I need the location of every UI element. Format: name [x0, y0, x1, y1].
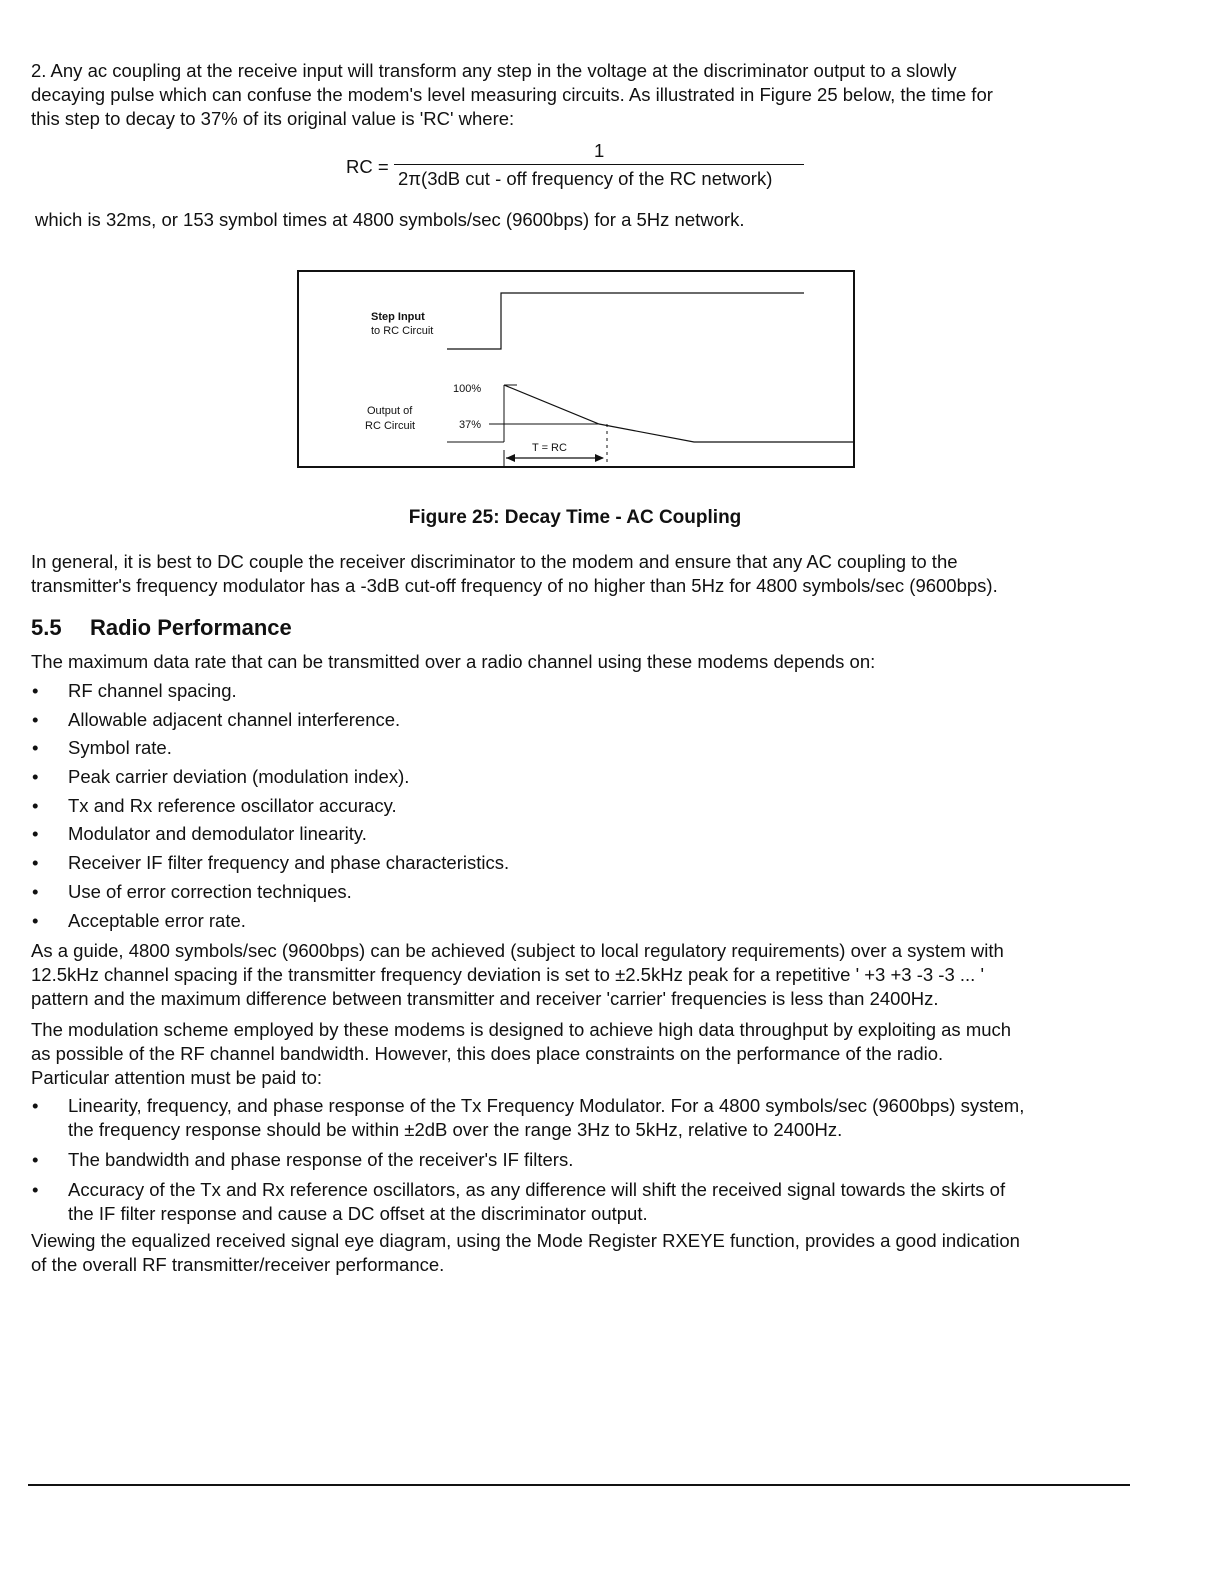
- label-to-rc-circuit: to RC Circuit: [371, 325, 434, 337]
- list-item-text: Tx and Rx reference oscillator accuracy.: [68, 794, 397, 816]
- list-item: [31, 851, 509, 880]
- label-100-percent: 100%: [453, 383, 482, 395]
- section-title: Radio Performance: [90, 615, 292, 640]
- t-arrow-left-head: [506, 454, 515, 462]
- scheme-line: as possible of the RF channel bandwidth. However, this does place constraints on the performance of the radio.: [31, 1043, 944, 1064]
- decay-time-figure: [297, 270, 855, 468]
- list-item: [31, 679, 509, 708]
- section-heading: [31, 615, 292, 641]
- list-item-text: The bandwidth and phase response of the receiver's IF filters.: [68, 1149, 574, 1170]
- bullet-marker: •: [32, 737, 39, 759]
- general-paragraph: [31, 550, 1181, 598]
- label-step-input: Step Input: [371, 311, 425, 323]
- list-item-text: Allowable adjacent channel interference.: [68, 708, 401, 730]
- attention-list: [31, 1094, 1024, 1232]
- bullet-marker: •: [32, 794, 39, 816]
- scheme-line: The modulation scheme employed by these modems is designed to achieve high data throughput by exploiting as much: [31, 1019, 1012, 1040]
- bullet-marker: •: [32, 909, 39, 931]
- list-item: [31, 736, 509, 765]
- label-37-percent: 37%: [459, 419, 482, 431]
- label-output-of: Output of: [367, 405, 413, 417]
- list-item-text: Acceptable error rate.: [68, 909, 246, 931]
- list-item-text: Peak carrier deviation (modulation index).: [68, 766, 410, 788]
- factor-list: [31, 679, 509, 937]
- guide-paragraph: [31, 939, 1181, 1011]
- scheme-line: Particular attention must be paid to:: [31, 1067, 323, 1088]
- list-item: [31, 708, 509, 737]
- bullet-marker: •: [32, 852, 39, 874]
- formula-lhs: RC =: [346, 156, 389, 177]
- general-line: transmitter's frequency modulator has a -3dB cut-off frequency of no higher than 5Hz for 4800 symbols/sec (9600bps).: [31, 575, 998, 596]
- list-item-text: the IF filter response and cause a DC offset at the discriminator output.: [68, 1203, 648, 1224]
- list-item-text: the frequency response should be within ±2dB over the range 3Hz to 5kHz, relative to 2400Hz.: [68, 1119, 843, 1140]
- list-item-text: Linearity, frequency, and phase response of the Tx Frequency Modulator. For a 4800 symbols/sec (9600bps) system,: [68, 1095, 1025, 1116]
- formula-denominator: 2π(3dB cut - off frequency of the RC network): [398, 168, 773, 189]
- list-item: [31, 1094, 1024, 1142]
- bullet-marker: •: [32, 708, 39, 730]
- figure-caption: Figure 25: Decay Time - AC Coupling: [408, 507, 742, 528]
- intro-line: decaying pulse which can confuse the modem's level measuring circuits. As illustrated in Figure 25 below, the time for: [31, 84, 993, 105]
- bullet-marker: •: [32, 766, 39, 788]
- list-item: [31, 1178, 1024, 1226]
- list-item-text: Use of error correction techniques.: [68, 880, 352, 902]
- bullet-marker: •: [32, 880, 39, 902]
- guide-line: As a guide, 4800 symbols/sec (9600bps) can be achieved (subject to local regulatory requirements) over a system with: [31, 940, 1004, 961]
- bullet-marker: •: [32, 1095, 39, 1116]
- t-arrow-right-head: [595, 454, 604, 462]
- step-input-waveform: [447, 293, 804, 349]
- bullet-marker: •: [32, 823, 39, 845]
- list-item: [31, 909, 509, 938]
- bullet-marker: •: [32, 1179, 39, 1200]
- intro-paragraph: [31, 59, 1181, 131]
- closing-line: of the overall RF transmitter/receiver performance.: [31, 1254, 445, 1275]
- list-item: [31, 880, 509, 909]
- guide-line: 12.5kHz channel spacing if the transmitter frequency deviation is set to ±2.5kHz peak for a repetitive ' +3 +3 -3 -3 ... ': [31, 964, 984, 985]
- closing-paragraph: [31, 1229, 1181, 1277]
- section-number: 5.5: [31, 615, 62, 640]
- list-item-text: Accuracy of the Tx and Rx reference oscillators, as any difference will shift the received signal towards the skirts of: [68, 1179, 1006, 1200]
- after-formula-text: which is 32ms, or 153 symbol times at 4800 symbols/sec (9600bps) for a 5Hz network.: [35, 209, 745, 230]
- rc-formula: [346, 138, 816, 194]
- intro-line: 2. Any ac coupling at the receive input will transform any step in the voltage at the discriminator output to a slowly: [31, 60, 957, 81]
- formula-fraction-bar: [394, 164, 804, 165]
- scheme-paragraph: [31, 1018, 1181, 1090]
- bullet-marker: •: [32, 1149, 39, 1170]
- intro-line: this step to decay to 37% of its original value is 'RC' where:: [31, 108, 515, 129]
- list-item-text: RF channel spacing.: [68, 680, 237, 701]
- list-item: [31, 765, 509, 794]
- list-item-text: Receiver IF filter frequency and phase characteristics.: [68, 852, 510, 874]
- closing-line: Viewing the equalized received signal eye diagram, using the Mode Register RXEYE function, provides a good indication: [31, 1230, 1020, 1251]
- general-line: In general, it is best to DC couple the receiver discriminator to the modem and ensure that any AC coupling to the: [31, 551, 958, 572]
- list-item-text: Modulator and demodulator linearity.: [68, 823, 367, 845]
- list-item: [31, 1148, 1024, 1172]
- output-waveform: [504, 385, 855, 442]
- decay-time-diagram: [299, 272, 857, 470]
- formula-numerator: 1: [594, 140, 605, 161]
- list-item-text: Symbol rate.: [68, 737, 172, 759]
- bullet-marker: •: [32, 680, 39, 701]
- list-item: [31, 822, 509, 851]
- list-item: [31, 794, 509, 823]
- guide-line: pattern and the maximum difference between transmitter and receiver 'carrier' frequencies is less than 2400Hz.: [31, 988, 939, 1009]
- section-lead: The maximum data rate that can be transmitted over a radio channel using these modems depends on:: [31, 651, 876, 672]
- label-rc-circuit: RC Circuit: [365, 420, 416, 432]
- label-t-equals-rc: T = RC: [532, 442, 567, 454]
- footer-rule: [28, 1484, 1130, 1486]
